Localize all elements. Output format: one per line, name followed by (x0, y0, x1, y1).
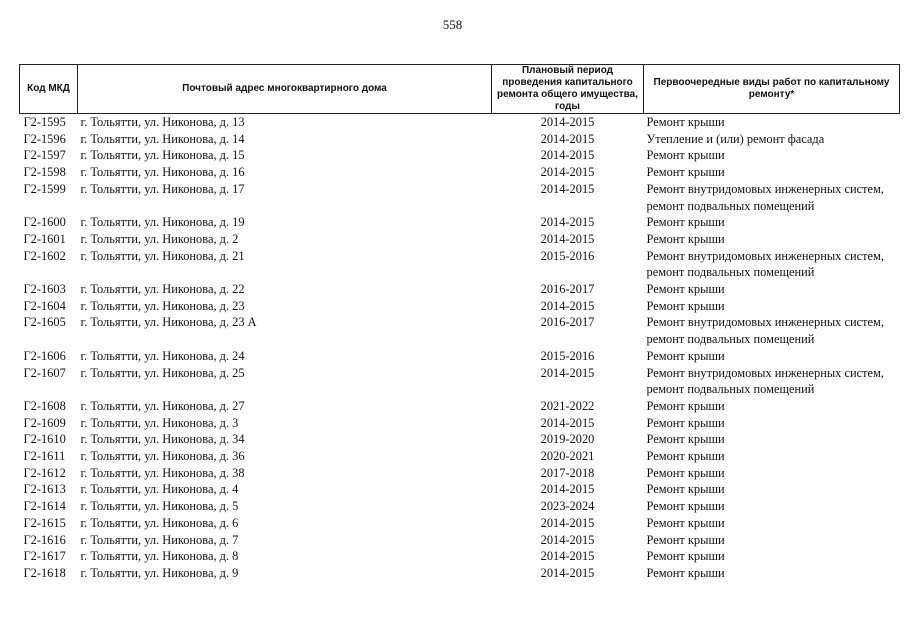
works-cell (644, 231, 900, 248)
works-cell (644, 248, 900, 281)
period-cell: 2014-2015 (540, 532, 595, 547)
address-cell: г. Тольятти, ул. Никонова, д. 6 (80, 515, 239, 530)
address-cell: г. Тольятти, ул. Никонова, д. 27 (80, 398, 245, 413)
address-cell: г. Тольятти, ул. Никонова, д. 15 (80, 148, 245, 163)
table-row (20, 314, 900, 347)
works-line: Ремонт крыши (646, 515, 725, 530)
period-cell: 2016-2017 (540, 282, 595, 297)
table-row (20, 532, 900, 549)
works-cell (644, 431, 900, 448)
works-line: Ремонт внутридомовых инженерных систем, (646, 365, 884, 380)
works-cell (644, 147, 900, 164)
address-cell: г. Тольятти, ул. Никонова, д. 5 (80, 499, 239, 514)
period-cell: 2014-2015 (540, 215, 595, 230)
works-cell (644, 164, 900, 181)
address-cell: г. Тольятти, ул. Никонова, д. 24 (80, 348, 245, 363)
works-cell (644, 131, 900, 148)
period-cell: 2016-2017 (540, 315, 595, 330)
works-line: Ремонт крыши (646, 499, 725, 514)
works-cell (644, 498, 900, 515)
address-cell: г. Тольятти, ул. Никонова, д. 22 (80, 282, 245, 297)
mkd-code-cell: Г2-1608 (23, 398, 66, 413)
address-cell: г. Тольятти, ул. Никонова, д. 14 (80, 131, 245, 146)
works-line: Ремонт крыши (646, 415, 725, 430)
works-line: Ремонт крыши (646, 348, 725, 363)
works-line: ремонт подвальных помещений (646, 198, 815, 213)
mkd-code-cell: Г2-1610 (23, 432, 66, 447)
capital-repair-table (19, 64, 900, 582)
works-line: Ремонт крыши (646, 231, 725, 246)
mkd-code-cell: Г2-1618 (23, 565, 66, 580)
address-cell: г. Тольятти, ул. Никонова, д. 3 (80, 415, 239, 430)
period-cell: 2014-2015 (540, 231, 595, 246)
works-cell (644, 348, 900, 365)
address-cell: г. Тольятти, ул. Никонова, д. 36 (80, 449, 245, 464)
period-cell: 2015-2016 (540, 248, 595, 263)
period-cell: 2014-2015 (540, 148, 595, 163)
table-row (20, 365, 900, 398)
period-cell: 2019-2020 (540, 432, 595, 447)
mkd-code-cell: Г2-1611 (23, 449, 66, 464)
table-row (20, 248, 900, 281)
works-cell (644, 465, 900, 482)
works-line: Ремонт крыши (646, 148, 725, 163)
mkd-code-cell: Г2-1601 (23, 231, 66, 246)
works-line: Ремонт крыши (646, 165, 725, 180)
period-cell: 2021-2022 (540, 398, 595, 413)
table-row (20, 147, 900, 164)
mkd-code-cell: Г2-1609 (23, 415, 66, 430)
mkd-code-cell: Г2-1605 (23, 315, 66, 330)
address-cell: г. Тольятти, ул. Никонова, д. 16 (80, 165, 245, 180)
period-cell: 2023-2024 (540, 499, 595, 514)
table-row (20, 231, 900, 248)
period-cell: 2014-2015 (540, 415, 595, 430)
table-row (20, 281, 900, 298)
table-row (20, 181, 900, 214)
table-row (20, 515, 900, 532)
works-line: Ремонт крыши (646, 432, 725, 447)
works-cell (644, 181, 900, 214)
works-cell (644, 548, 900, 565)
mkd-code-cell: Г2-1595 (23, 115, 66, 129)
works-line: Ремонт крыши (646, 298, 725, 313)
works-line: Ремонт крыши (646, 449, 725, 464)
address-cell: г. Тольятти, ул. Никонова, д. 9 (80, 565, 239, 580)
mkd-code-cell: Г2-1598 (23, 165, 66, 180)
period-cell: 2014-2015 (540, 131, 595, 146)
address-cell: г. Тольятти, ул. Никонова, д. 13 (80, 115, 245, 129)
period-cell: 2014-2015 (540, 115, 595, 129)
table-row (20, 131, 900, 148)
period-cell: 2015-2016 (540, 348, 595, 363)
address-cell: г. Тольятти, ул. Никонова, д. 7 (80, 532, 239, 547)
header-works: Первоочередные виды работ по капитальному ремонту* (644, 65, 900, 114)
mkd-code-cell: Г2-1617 (23, 549, 66, 564)
address-cell: г. Тольятти, ул. Никонова, д. 21 (80, 248, 245, 263)
works-cell (644, 281, 900, 298)
mkd-code-cell: Г2-1612 (23, 465, 66, 480)
table-row (20, 565, 900, 582)
works-line: Ремонт крыши (646, 532, 725, 547)
mkd-code-cell: Г2-1603 (23, 282, 66, 297)
works-cell (644, 565, 900, 582)
works-cell (644, 481, 900, 498)
address-cell: г. Тольятти, ул. Никонова, д. 19 (80, 215, 245, 230)
table-row (20, 398, 900, 415)
works-cell (644, 515, 900, 532)
works-line: ремонт подвальных помещений (646, 382, 815, 397)
mkd-code-cell: Г2-1600 (23, 215, 66, 230)
table-row (20, 214, 900, 231)
header-address: Почтовый адрес многоквартирного дома (78, 65, 492, 114)
period-cell: 2014-2015 (540, 565, 595, 580)
period-cell: 2014-2015 (540, 298, 595, 313)
address-cell: г. Тольятти, ул. Никонова, д. 23 (80, 298, 245, 313)
works-line: Ремонт крыши (646, 465, 725, 480)
works-line: Ремонт внутридомовых инженерных систем, (646, 315, 884, 330)
table-row (20, 348, 900, 365)
address-cell: г. Тольятти, ул. Никонова, д. 23 А (80, 315, 257, 330)
works-cell (644, 298, 900, 315)
works-cell (644, 114, 900, 131)
address-cell: г. Тольятти, ул. Никонова, д. 8 (80, 549, 239, 564)
works-line: Ремонт крыши (646, 565, 725, 580)
period-cell: 2020-2021 (540, 449, 595, 464)
works-cell (644, 398, 900, 415)
table-row (20, 548, 900, 565)
period-cell: 2014-2015 (540, 515, 595, 530)
address-cell: г. Тольятти, ул. Никонова, д. 4 (80, 482, 239, 497)
works-line: Ремонт крыши (646, 115, 725, 129)
works-cell (644, 314, 900, 347)
header-period: Плановый период проведения капитального ремонта общего имущества, годы (492, 65, 644, 114)
works-line: Ремонт внутридомовых инженерных систем, (646, 181, 884, 196)
address-cell: г. Тольятти, ул. Никонова, д. 34 (80, 432, 245, 447)
mkd-code-cell: Г2-1602 (23, 248, 66, 263)
table-row (20, 431, 900, 448)
table-row (20, 415, 900, 432)
address-cell: г. Тольятти, ул. Никонова, д. 2 (80, 231, 239, 246)
table-row (20, 164, 900, 181)
table-row (20, 448, 900, 465)
works-line: Ремонт крыши (646, 215, 725, 230)
address-cell: г. Тольятти, ул. Никонова, д. 17 (80, 181, 245, 196)
table-row (20, 298, 900, 315)
table-row (20, 498, 900, 515)
mkd-code-cell: Г2-1615 (23, 515, 66, 530)
mkd-code-cell: Г2-1606 (23, 348, 66, 363)
period-cell: 2014-2015 (540, 482, 595, 497)
table-row (20, 481, 900, 498)
period-cell: 2014-2015 (540, 181, 595, 196)
works-cell (644, 365, 900, 398)
period-cell: 2014-2015 (540, 165, 595, 180)
works-cell (644, 415, 900, 432)
mkd-code-cell: Г2-1597 (23, 148, 66, 163)
works-line: Ремонт крыши (646, 549, 725, 564)
mkd-code-cell: Г2-1614 (23, 499, 66, 514)
table-row (20, 465, 900, 482)
period-cell: 2014-2015 (540, 549, 595, 564)
header-code: Код МКД (20, 65, 78, 114)
table-header-row (20, 65, 900, 114)
mkd-code-cell: Г2-1613 (23, 482, 66, 497)
works-cell (644, 214, 900, 231)
table-body (20, 114, 900, 582)
works-line: Ремонт внутридомовых инженерных систем, (646, 248, 884, 263)
address-cell: г. Тольятти, ул. Никонова, д. 25 (80, 365, 245, 380)
period-cell: 2014-2015 (540, 365, 595, 380)
mkd-code-cell: Г2-1616 (23, 532, 66, 547)
works-line: Утепление и (или) ремонт фасада (646, 131, 825, 146)
works-line: Ремонт крыши (646, 398, 725, 413)
works-line: Ремонт крыши (646, 282, 725, 297)
period-cell: 2017-2018 (540, 465, 595, 480)
mkd-code-cell: Г2-1604 (23, 298, 66, 313)
works-line: ремонт подвальных помещений (646, 265, 815, 280)
page-number: 558 (442, 17, 463, 32)
works-line: ремонт подвальных помещений (646, 332, 815, 347)
address-cell: г. Тольятти, ул. Никонова, д. 38 (80, 465, 245, 480)
mkd-code-cell: Г2-1596 (23, 131, 66, 146)
works-line: Ремонт крыши (646, 482, 725, 497)
mkd-code-cell: Г2-1599 (23, 181, 66, 196)
mkd-code-cell: Г2-1607 (23, 365, 66, 380)
table-row (20, 114, 900, 131)
works-cell (644, 532, 900, 549)
works-cell (644, 448, 900, 465)
